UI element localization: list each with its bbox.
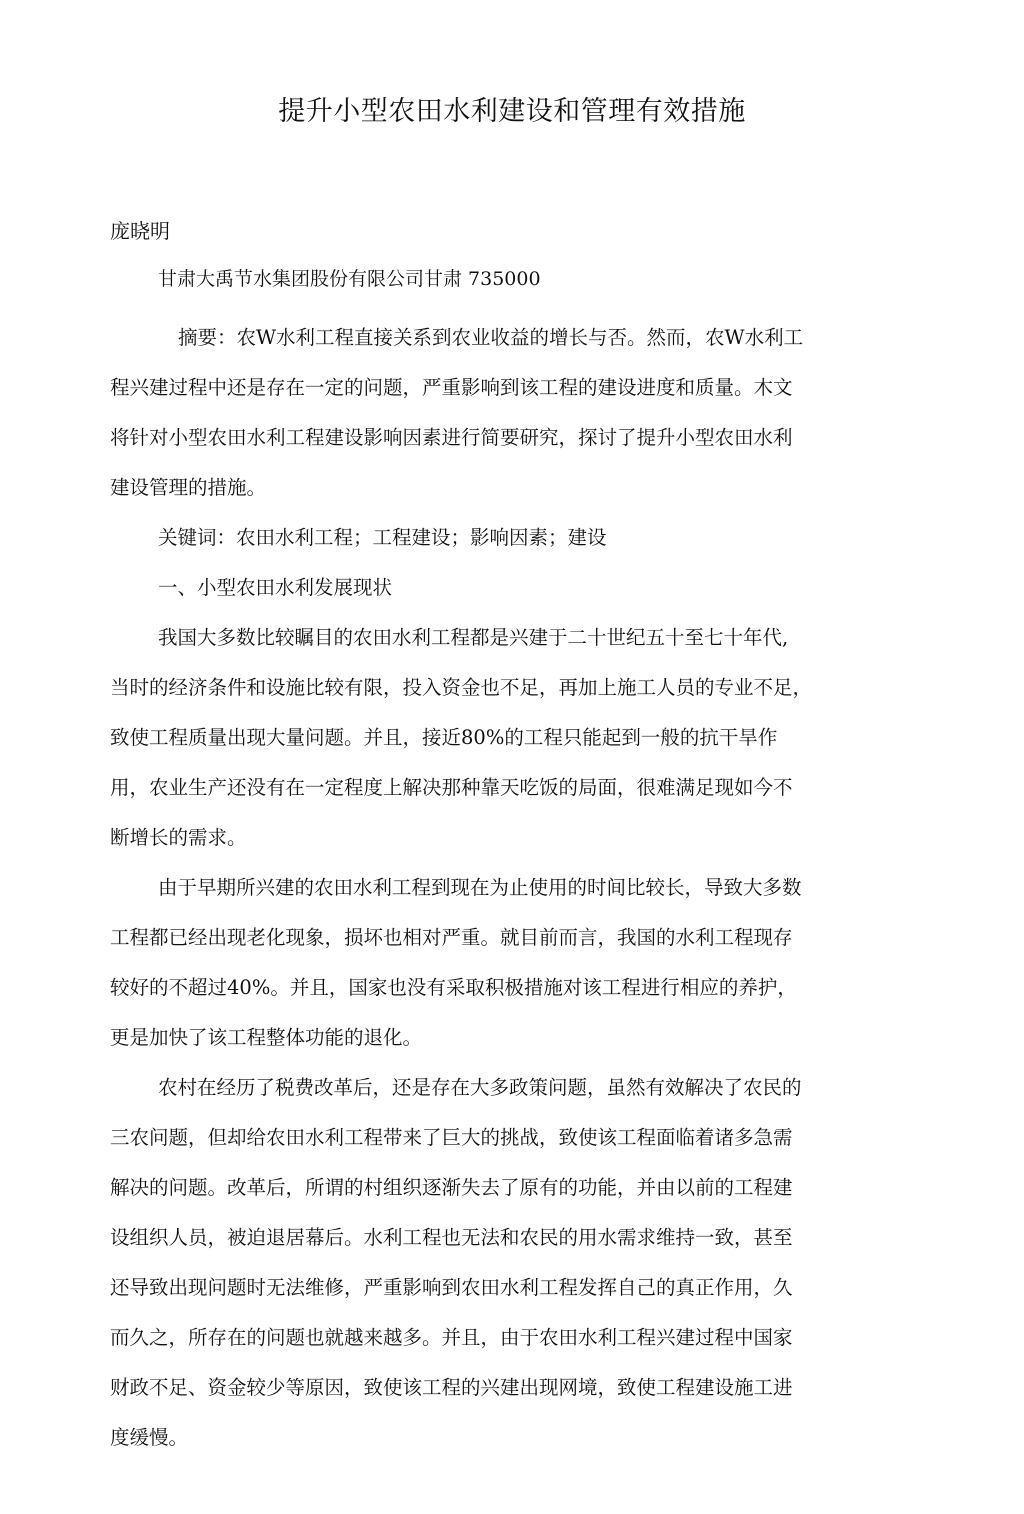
body-paragraph [110, 863, 900, 1063]
paragraph-line: 还导致出现问题时无法维修，严重影响到农田水利工程发挥自己的真正作用，久 [110, 1276, 793, 1299]
body-paragraph [110, 613, 900, 863]
paragraph-line: 工程都已经出现老化现象，损坏也相对严重。就目前而言，我国的水利工程现存 [110, 926, 793, 949]
paragraph-line: 当时的经济条件和设施比较有限，投入资金也不足，再加上施工人员的专业不足， [110, 676, 813, 699]
paragraph-line: 断增长的需求。 [110, 826, 247, 849]
keywords-line: 关键词：农田水利工程；工程建设；影响因素；建设 [158, 526, 607, 549]
abstract-paragraph [110, 313, 900, 513]
document-body [110, 313, 900, 1463]
paragraph-line: 较好的不超过40%。并且，国家也没有采取积极措施对该工程进行相应的养护， [110, 976, 797, 999]
paragraph-line: 设组织人员，被迫退居幕后。水利工程也无法和农民的用水需求维持一致，甚至 [110, 1226, 793, 1249]
abstract-line: 建设管理的措施。 [110, 476, 267, 499]
section-heading: 一、小型农田水利发展现状 [158, 576, 393, 599]
paragraph-line: 由于早期所兴建的农田水利工程到现在为止使用的时间比较长，导致大多数 [158, 876, 802, 899]
abstract-line: 将针对小型农田水利工程建设影响因素进行简要研究，探讨了提升小型农田水利 [110, 426, 793, 449]
document-title: 提升小型农田水利建设和管理有效措施 [278, 96, 746, 127]
abstract-line: 程兴建过程中还是存在一定的问题，严重影响到该工程的建设进度和质量。木文 [110, 376, 793, 399]
paragraph-line: 农村在经历了税费改革后，还是存在大多政策问题，虽然有效解决了农民的 [158, 1076, 802, 1099]
author-affiliation: 甘肃大禹节水集团股份有限公司甘肃 735000 [158, 268, 541, 290]
paragraph-line: 更是加快了该工程整体功能的退化。 [110, 1026, 423, 1049]
abstract-line: 摘要：农W水利工程直接关系到农业收益的增长与否。然而，农W水利工 [178, 326, 804, 349]
paragraph-line: 我国大多数比较瞩目的农田水利工程都是兴建于二十世纪五十至七十年代, [158, 626, 789, 649]
paragraph-line: 度缓慢。 [110, 1426, 189, 1449]
paragraph-line: 解决的问题。改革后，所谓的村组织逐渐失去了原有的功能，并由以前的工程建 [110, 1176, 793, 1199]
paragraph-line: 三农问题，但却给农田水利工程带来了巨大的挑战，致使该工程面临着诸多急需 [110, 1126, 793, 1149]
paragraph-line: 财政不足、资金较少等原因，致使该工程的兴建出现网境，致使工程建设施工进 [110, 1376, 793, 1399]
author-name: 庞晓明 [110, 219, 170, 243]
body-paragraph [110, 1063, 900, 1463]
paragraph-line: 致使工程质量出现大量问题。并且，接近80%的工程只能起到一般的抗干旱作 [110, 726, 778, 749]
paragraph-line: 而久之，所存在的问题也就越来越多。并且，由于农田水利工程兴建过程中国家 [110, 1326, 793, 1349]
paragraph-line: 用，农业生产还没有在一定程度上解决那种靠天吃饭的局面，很难满足现如今不 [110, 776, 793, 799]
